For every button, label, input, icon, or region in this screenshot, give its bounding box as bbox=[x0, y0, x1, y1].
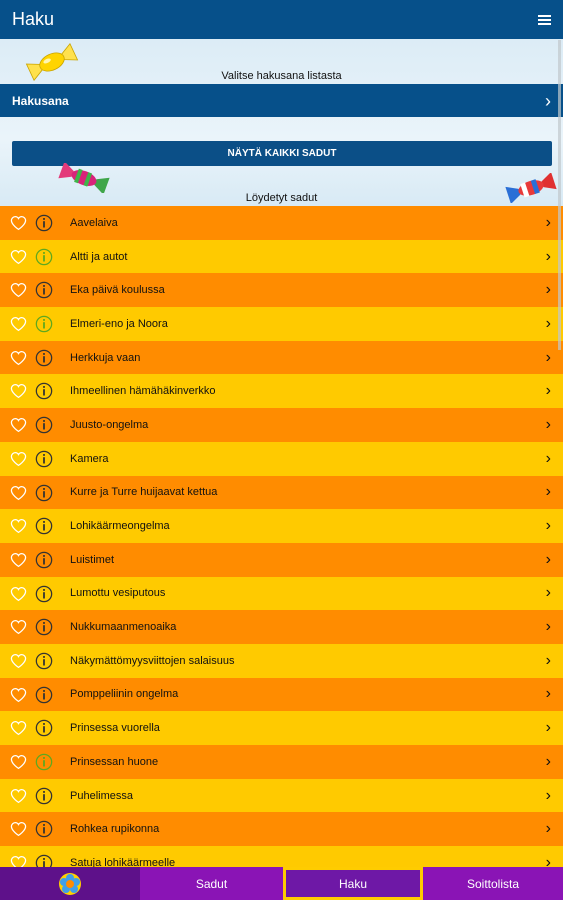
heart-favorite-icon[interactable] bbox=[10, 788, 27, 804]
chevron-right-icon: › bbox=[545, 449, 551, 467]
keyword-label: Hakusana bbox=[12, 93, 69, 108]
heart-favorite-icon[interactable] bbox=[10, 215, 27, 231]
story-row[interactable] bbox=[0, 341, 563, 375]
story-row[interactable] bbox=[0, 442, 563, 476]
info-icon[interactable] bbox=[35, 618, 53, 636]
story-title: Pomppeliinin ongelma bbox=[70, 688, 179, 701]
heart-favorite-icon[interactable] bbox=[10, 821, 27, 837]
story-title: Kurre ja Turre huijaavat kettua bbox=[70, 486, 218, 499]
chevron-right-icon: › bbox=[545, 618, 551, 636]
search-hint-text: Valitse hakusana listasta bbox=[221, 70, 342, 82]
story-row[interactable] bbox=[0, 577, 563, 611]
chevron-right-icon: › bbox=[545, 719, 551, 737]
chevron-right-icon: › bbox=[545, 550, 551, 568]
search-panel bbox=[0, 39, 563, 206]
chevron-right-icon: › bbox=[545, 247, 551, 265]
story-row[interactable] bbox=[0, 543, 563, 577]
chevron-right-icon: › bbox=[545, 685, 551, 703]
keyword-selector[interactable] bbox=[0, 84, 563, 117]
info-icon[interactable] bbox=[35, 315, 53, 333]
chevron-right-icon: › bbox=[545, 853, 551, 867]
story-title: Lumottu vesiputous bbox=[70, 587, 166, 600]
story-row[interactable] bbox=[0, 206, 563, 240]
story-title: Prinsessa vuorella bbox=[70, 722, 160, 735]
heart-favorite-icon[interactable] bbox=[10, 417, 27, 433]
story-title: Altti ja autot bbox=[70, 250, 128, 263]
chevron-right-icon: › bbox=[545, 517, 551, 535]
story-row[interactable] bbox=[0, 509, 563, 543]
heart-favorite-icon[interactable] bbox=[10, 754, 27, 770]
heart-favorite-icon[interactable] bbox=[10, 552, 27, 568]
info-icon[interactable] bbox=[35, 753, 53, 771]
story-row[interactable] bbox=[0, 812, 563, 846]
info-icon[interactable] bbox=[35, 585, 53, 603]
heart-favorite-icon[interactable] bbox=[10, 383, 27, 399]
info-icon[interactable] bbox=[35, 686, 53, 704]
heart-favorite-icon[interactable] bbox=[10, 316, 27, 332]
candy-icon bbox=[503, 173, 559, 203]
story-title: Juusto-ongelma bbox=[70, 418, 149, 431]
heart-favorite-icon[interactable] bbox=[10, 687, 27, 703]
story-title: Satuja lohikäärmeelle bbox=[70, 856, 176, 867]
candy-icon bbox=[56, 163, 112, 193]
tab-home[interactable] bbox=[0, 867, 140, 900]
story-title: Herkkuja vaan bbox=[70, 351, 141, 364]
results-label: Löydetyt sadut bbox=[245, 192, 318, 204]
story-title: Näkymättömyysviittojen salaisuus bbox=[70, 654, 235, 667]
flower-home-icon bbox=[55, 871, 85, 897]
chevron-right-icon: › bbox=[545, 382, 551, 400]
chevron-right-icon: › bbox=[545, 483, 551, 501]
chevron-right-icon: › bbox=[545, 415, 551, 433]
story-title: Kamera bbox=[70, 452, 109, 465]
story-row[interactable] bbox=[0, 779, 563, 813]
tab-soittolista[interactable]: Soittolista bbox=[466, 876, 520, 891]
info-icon[interactable] bbox=[35, 484, 53, 502]
info-icon[interactable] bbox=[35, 450, 53, 468]
story-title: Rohkea rupikonna bbox=[70, 823, 160, 836]
story-row[interactable] bbox=[0, 610, 563, 644]
info-icon[interactable] bbox=[35, 854, 53, 867]
page-title: Haku bbox=[12, 9, 55, 29]
chevron-right-icon: › bbox=[545, 584, 551, 602]
info-icon[interactable] bbox=[35, 517, 53, 535]
heart-favorite-icon[interactable] bbox=[10, 451, 27, 467]
story-title: Luistimet bbox=[70, 553, 115, 566]
chevron-right-icon: › bbox=[545, 651, 551, 669]
chevron-right-icon: › bbox=[545, 281, 551, 299]
info-icon[interactable] bbox=[35, 349, 53, 367]
info-icon[interactable] bbox=[35, 248, 53, 266]
heart-favorite-icon[interactable] bbox=[10, 350, 27, 366]
chevron-right-icon: › bbox=[545, 786, 551, 804]
story-row[interactable] bbox=[0, 240, 563, 274]
chevron-right-icon: › bbox=[545, 213, 551, 231]
info-icon[interactable] bbox=[35, 652, 53, 670]
heart-favorite-icon[interactable] bbox=[10, 855, 27, 867]
heart-favorite-icon[interactable] bbox=[10, 619, 27, 635]
top-app-bar bbox=[0, 0, 563, 39]
story-title: Eka päivä koulussa bbox=[70, 284, 165, 297]
story-row[interactable] bbox=[0, 745, 563, 779]
heart-favorite-icon[interactable] bbox=[10, 282, 27, 298]
hamburger-menu-icon[interactable] bbox=[538, 15, 551, 25]
heart-favorite-icon[interactable] bbox=[10, 653, 27, 669]
bottom-tab-bar bbox=[0, 867, 563, 900]
story-title: Aavelaiva bbox=[70, 216, 118, 229]
chevron-right-icon: › bbox=[545, 90, 551, 111]
story-row[interactable] bbox=[0, 374, 563, 408]
chevron-right-icon: › bbox=[545, 348, 551, 366]
story-row[interactable] bbox=[0, 273, 563, 307]
heart-favorite-icon[interactable] bbox=[10, 249, 27, 265]
heart-favorite-icon[interactable] bbox=[10, 586, 27, 602]
show-all-stories-button[interactable]: NÄYTÄ KAIKKI SADUT bbox=[12, 141, 552, 166]
info-icon[interactable] bbox=[35, 719, 53, 737]
chevron-right-icon: › bbox=[545, 820, 551, 838]
story-row[interactable] bbox=[0, 678, 563, 712]
story-list bbox=[0, 206, 563, 867]
story-title: Lohikäärmeongelma bbox=[70, 520, 170, 533]
heart-favorite-icon[interactable] bbox=[10, 485, 27, 501]
story-title: Puhelimessa bbox=[70, 789, 133, 802]
story-row[interactable] bbox=[0, 644, 563, 678]
story-row[interactable] bbox=[0, 476, 563, 510]
story-row[interactable] bbox=[0, 307, 563, 341]
info-icon[interactable] bbox=[35, 551, 53, 569]
heart-favorite-icon[interactable] bbox=[10, 720, 27, 736]
info-icon[interactable] bbox=[35, 787, 53, 805]
story-title: Ihmeellinen hämähäkinverkko bbox=[70, 385, 216, 398]
chevron-right-icon: › bbox=[545, 752, 551, 770]
info-icon[interactable] bbox=[35, 214, 53, 232]
tab-sadut[interactable]: Sadut bbox=[195, 876, 228, 891]
tab-haku[interactable]: Haku bbox=[283, 867, 423, 900]
info-icon[interactable] bbox=[35, 382, 53, 400]
heart-favorite-icon[interactable] bbox=[10, 518, 27, 534]
scrollbar[interactable] bbox=[558, 40, 561, 350]
info-icon[interactable] bbox=[35, 820, 53, 838]
info-icon[interactable] bbox=[35, 281, 53, 299]
story-title: Elmeri-eno ja Noora bbox=[70, 317, 168, 330]
story-row[interactable] bbox=[0, 408, 563, 442]
chevron-right-icon: › bbox=[545, 314, 551, 332]
story-title: Prinsessan huone bbox=[70, 755, 159, 768]
story-row[interactable] bbox=[0, 711, 563, 745]
info-icon[interactable] bbox=[35, 416, 53, 434]
story-row[interactable] bbox=[0, 846, 563, 867]
story-title: Nukkumaanmenoaika bbox=[70, 621, 177, 634]
